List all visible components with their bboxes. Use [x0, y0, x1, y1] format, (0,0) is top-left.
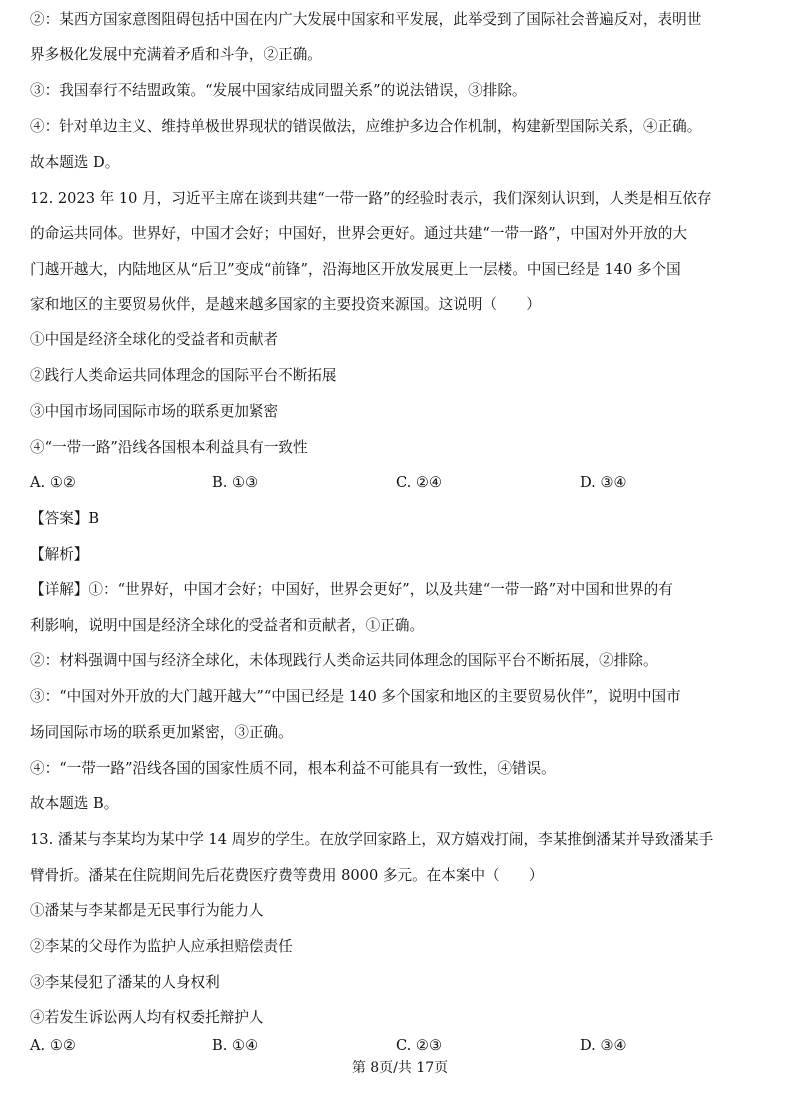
prev-conclusion: 故本题选 D。: [30, 154, 120, 171]
q13-stem-line: 13. 潘某与李某均为某中学 14 周岁的学生。在放学回家路上，双方嬉戏打闹，李某推倒潘某并导致潘某手: [30, 831, 714, 848]
q13-option-2: ②李某的父母作为监护人应承担赔偿责任: [30, 938, 293, 955]
q13-stem-line: 臂骨折。潘某在住院期间先后花费医疗费等费用 8000 多元。在本案中（ ）: [30, 867, 544, 884]
prev-analysis-line: ②：某西方国家意图阻碍包括中国在内广大发展中国家和平发展，此举受到了国际社会普遍反对，表明世: [30, 11, 702, 28]
q12-choice-c: C. ②④: [396, 474, 443, 491]
prev-analysis-line: ③：我国奉行不结盟政策。“发展中国家结成同盟关系”的说法错误，③排除。: [30, 82, 527, 99]
prev-analysis-line: ④：针对单边主义、维持单极世界现状的错误做法，应维护多边合作机制，构建新型国际关系，④正确。: [30, 118, 702, 135]
q12-option-4: ④“一带一路”沿线各国根本利益具有一致性: [30, 439, 308, 456]
q13-choice-a: A. ①②: [30, 1037, 76, 1054]
q12-choices: [30, 473, 775, 493]
q12-analysis-title: 【解析】: [30, 546, 89, 563]
q13-option-4: ④若发生诉讼两人均有权委托辩护人: [30, 1009, 264, 1026]
q13-option-3: ③李某侵犯了潘某的人身权利: [30, 974, 220, 991]
q12-stem-line: 家和地区的主要贸易伙伴，是越来越多国家的主要投资来源国。这说明（ ）: [30, 296, 541, 313]
q12-detail-line: 【详解】①：“世界好，中国才会好；中国好，世界会更好”，以及共建“一带一路”对中国和世界的有: [30, 581, 673, 598]
q12-choice-b: B. ①③: [212, 474, 259, 491]
q12-conclusion: 故本题选 B。: [30, 795, 119, 812]
q12-option-2: ②践行人类命运共同体理念的国际平台不断拓展: [30, 367, 337, 384]
q12-detail-line: 利影响，说明中国是经济全球化的受益者和贡献者，①正确。: [30, 617, 425, 634]
q12-answer: 【答案】B: [30, 510, 100, 527]
q12-choice-d: D. ③④: [580, 474, 627, 491]
q13-choice-c: C. ②③: [396, 1037, 443, 1054]
q12-detail-line: ②：材料强调中国与经济全球化，未体现践行人类命运共同体理念的国际平台不断拓展，②排除。: [30, 652, 658, 669]
q12-option-1: ①中国是经济全球化的受益者和贡献者: [30, 331, 279, 348]
q13-choice-b: B. ①④: [212, 1037, 259, 1054]
q12-stem-line: 的命运共同体。世界好，中国才会好；中国好，世界会更好。通过共建“一带一路”，中国对外开放的大: [30, 225, 688, 242]
q12-detail-line: ④：“一带一路”沿线各国的国家性质不同，根本利益不可能具有一致性，④错误。: [30, 760, 556, 777]
q12-option-3: ③中国市场同国际市场的联系更加紧密: [30, 403, 279, 420]
q12-detail-line: 场同国际市场的联系更加紧密，③正确。: [30, 724, 293, 741]
page-number: 第 8页/共 17页: [351, 1060, 449, 1076]
q12-stem-line: 门越开越大，内陆地区从“后卫”变成“前锋”，沿海地区开放发展更上一层楼。中国已经是 140 多个国: [30, 261, 681, 278]
q12-detail-line: ③：“中国对外开放的大门越开越大”“中国已经是 140 多个国家和地区的主要贸易伙伴”，说明中国市: [30, 688, 681, 705]
q13-option-1: ①潘某与李某都是无民事行为能力人: [30, 902, 264, 919]
prev-analysis-line: 界多极化发展中充满着矛盾和斗争，②正确。: [30, 46, 322, 63]
q12-choice-a: A. ①②: [30, 474, 76, 491]
q13-choices: [30, 1036, 775, 1056]
q13-choice-d: D. ③④: [580, 1037, 627, 1054]
q12-stem-line: 12. 2023 年 10 月，习近平主席在谈到共建“一带一路”的经验时表示，我们深刻认识到，人类是相互依存: [30, 190, 712, 207]
